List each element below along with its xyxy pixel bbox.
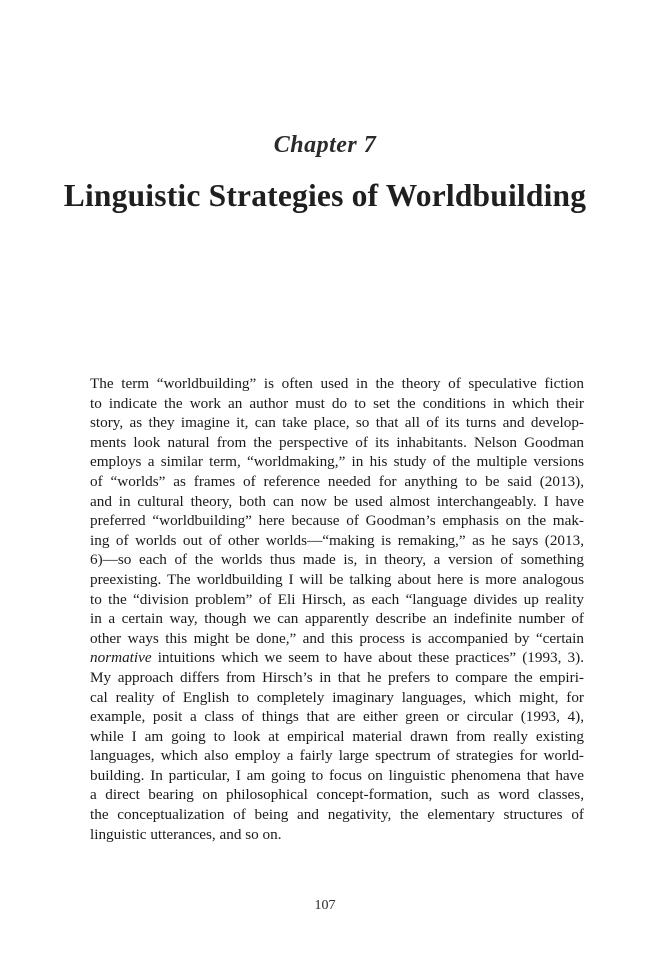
chapter-title: Linguistic Strategies of Worldbuilding (63, 178, 587, 213)
paragraph-line: story, as they imagine it, can take place, so that all of its turns and develop- (90, 414, 584, 432)
paragraph-line: preexisting. The worldbuilding I will be talking about here is more analogous (90, 570, 584, 588)
paragraph-line: while I am going to look at empirical material drawn from really existing (90, 727, 584, 745)
paragraph-line-last: linguistic utterances, and so on. (90, 825, 282, 843)
paragraph-line: ments look natural from the perspective of its inhabitants. Nelson Goodman (90, 433, 584, 451)
paragraph-line: the conceptualization of being and negativity, the elementary structures of (90, 806, 584, 824)
paragraph-line: ing of worlds out of other worlds—“making is remaking,” as he says (2013, (90, 531, 584, 549)
paragraph-line: of “worlds” as frames of reference needed for anything to be said (2013), (90, 472, 584, 490)
paragraph-line: employs a similar term, “worldmaking,” in his study of the multiple versions (90, 453, 584, 471)
paragraph-line: languages, which also employ a fairly large spectrum of strategies for world- (90, 747, 584, 765)
paragraph-line: My approach differs from Hirsch’s in that he prefers to compare the empiri- (90, 668, 584, 686)
paragraph-line-rest: intuitions which we seem to have about these practices” (1993, 3). (157, 649, 584, 667)
paragraph-line: example, posit a class of things that are either green or circular (1993, 4), (90, 708, 584, 726)
paragraph-line: preferred “worldbuilding” here because of Goodman’s emphasis on the mak- (90, 512, 584, 530)
paragraph-line: a direct bearing on philosophical concept-formation, such as word classes, (90, 786, 584, 804)
italic-word: normative (90, 649, 152, 667)
paragraph-line: 6)—so each of the worlds thus made is, in theory, a version of something (90, 551, 584, 569)
chapter-label: Chapter 7 (273, 132, 377, 158)
paragraph-line: to the “division problem” of Eli Hirsch, as each “language divides up reality (90, 590, 584, 608)
body-paragraph (90, 374, 584, 844)
paragraph-line: and in cultural theory, both can now be used almost interchangeably. I have (90, 492, 584, 510)
paragraph-line: in a certain way, though we can apparently describe an indefinite number of (90, 610, 584, 628)
paragraph-line: to indicate the work an author must do to set the conditions in which their (90, 394, 584, 412)
paragraph-line: The term “worldbuilding” is often used in the theory of speculative fiction (90, 375, 584, 392)
paragraph-line-with-italic (90, 648, 584, 668)
paragraph-line: other ways this might be done,” and this process is accompanied by “certain (90, 629, 584, 647)
paragraph-line: cal reality of English to completely imaginary languages, which might, for (90, 688, 584, 706)
page-number: 107 (314, 898, 336, 913)
paragraph-line: building. In particular, I am going to focus on linguistic phenomena that have (90, 766, 584, 784)
